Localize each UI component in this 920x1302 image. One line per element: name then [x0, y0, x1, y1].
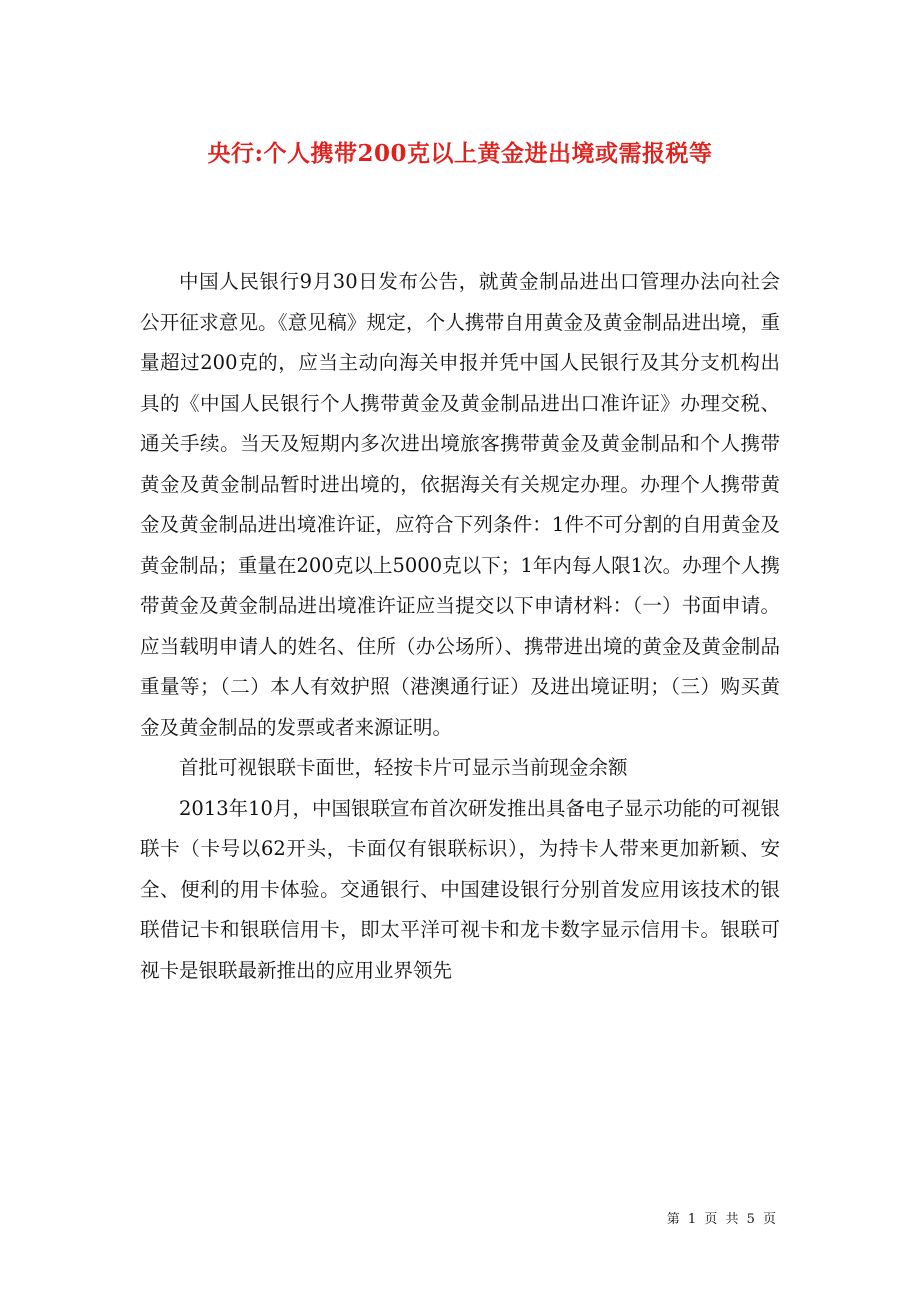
paragraph-gold-regulation: 中国人民银行9月30日发布公告，就黄金制品进出口管理办法向社会公开征求意见。《意见稿》规定，个人携带自用黄金及黄金制品进出境，重量超过200克的，应当主动向海关申报并凭中国人民银行及其分支机构出具的《中国人民银行个人携带黄金及黄金制品进出口准许证》办理交税、通关手续。当天及短期内多次进出境旅客携带黄金及黄金制品和个人携带黄金及黄金制品暂时进出境的，依据海关有关规定办理。办理个人携带黄金及黄金制品进出境准许证，应符合下列条件：1件不可分割的自用黄金及黄金制品；重量在200克以上5000克以下；1年内每人限1次。办理个人携带黄金及黄金制品进出境准许证应当提交以下申请材料：（一）书面申请。应当载明申请人的姓名、住所（办公场所）、携带进出境的黄金及黄金制品重量等；（二）本人有效护照（港澳通行证）及进出境证明；（三）购买黄金及黄金制品的发票或者来源证明。	[140, 270, 780, 739]
page-number-footer: 第 1 页 共 5 页	[666, 1212, 778, 1227]
page-title: 央行:个人携带200克以上黄金进出境或需报税等	[207, 140, 713, 168]
paragraph-visible-card-headline: 首批可视银联卡面世，轻按卡片可显示当前现金余额	[179, 756, 628, 779]
document-body	[140, 262, 780, 991]
paragraph-visible-card-detail: 2013年10月，中国银联宣布首次研发推出具备电子显示功能的可视银联卡（卡号以62开头，卡面仅有银联标识），为持卡人带来更加新颖、安全、便利的用卡体验。交通银行、中国建设银行分别首发应用该技术的银联借记卡和银联信用卡，即太平洋可视卡和龙卡数字显示信用卡。银联可视卡是银联最新推出的应用业界领先	[140, 796, 780, 982]
